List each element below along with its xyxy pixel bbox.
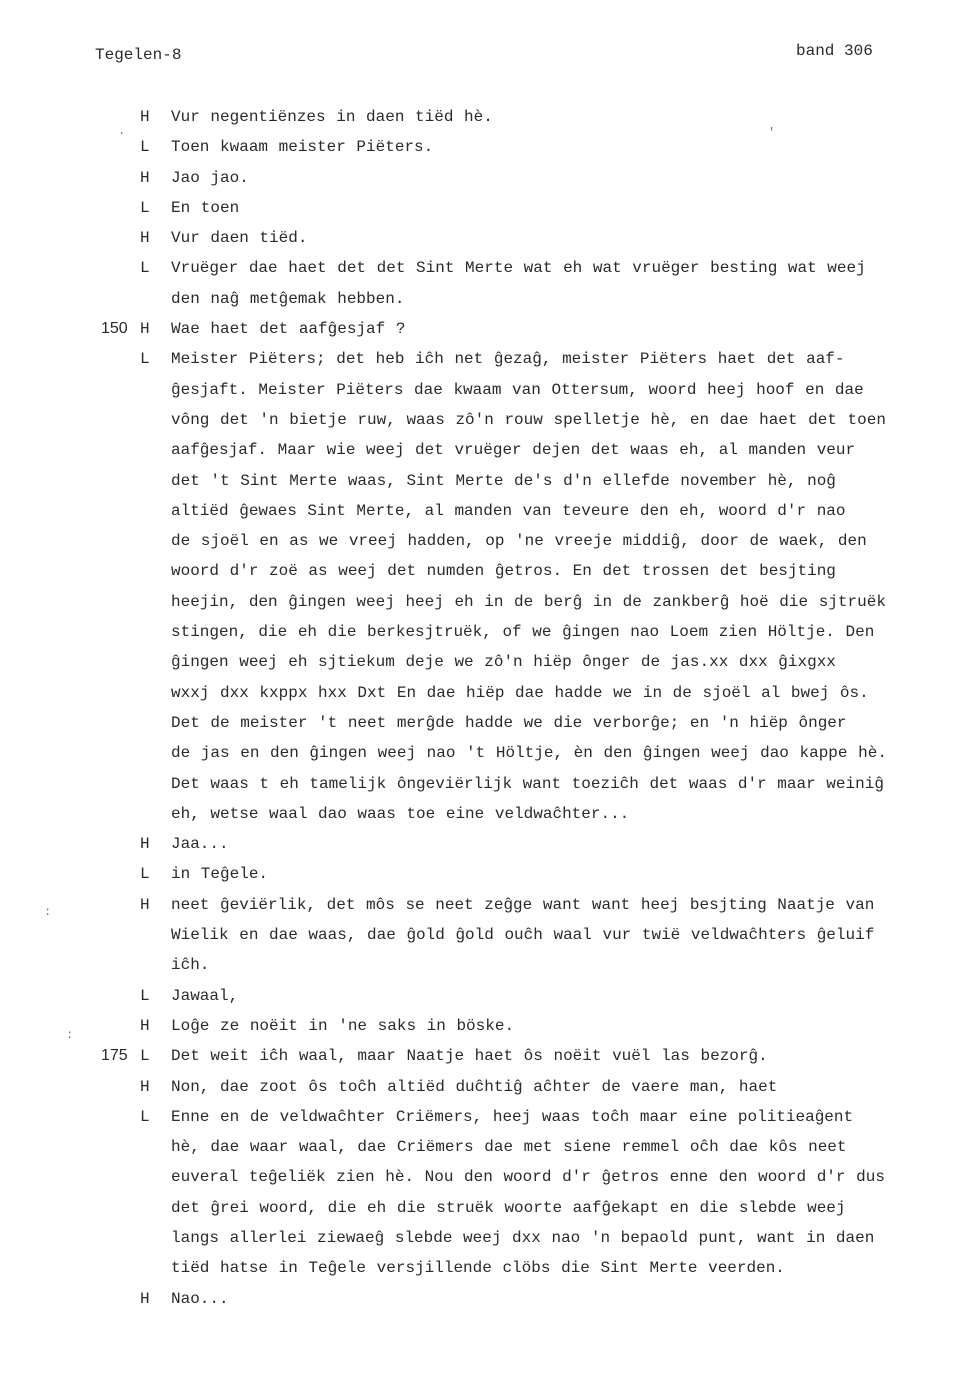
speaker-label: H bbox=[140, 1289, 150, 1308]
speaker-label: L bbox=[140, 138, 150, 157]
speaker-label: L bbox=[140, 259, 150, 278]
speaker-label: L bbox=[140, 1047, 150, 1066]
transcript-turn bbox=[0, 829, 979, 859]
speaker-label: L bbox=[140, 986, 150, 1005]
speaker-label: H bbox=[140, 108, 150, 126]
transcript-turn bbox=[0, 1072, 979, 1102]
stray-mark: . bbox=[118, 124, 126, 138]
utterance-text: Det weit iĉh waal, maar Naatje haet ôs noëit vuël las bezorĝ. bbox=[171, 1047, 768, 1066]
stray-mark: ' bbox=[768, 126, 776, 140]
speaker-label: H bbox=[140, 835, 150, 854]
speaker-label: L bbox=[140, 1107, 150, 1126]
transcript-turn bbox=[0, 1284, 979, 1314]
utterance-text: Wae haet det aafĝesjaf ? bbox=[171, 320, 406, 339]
utterance-text: neet ĝeviërlik, det môs se neet zeĝge want want heej besjting Naatje van Wielik en dae waas, dae ĝold ĝold ouĉh waal vur twië veldwaĉhters ĝeluif iĉh. bbox=[171, 895, 875, 975]
transcript-turn bbox=[0, 314, 979, 344]
speaker-label: H bbox=[140, 1077, 150, 1096]
utterance-text: Enne en de veldwaĉhter Criëmers, heej waas toĉh maar eine politieaĝent hè, dae waar waal, dae Criëmers dae met siene remmel oĉh dae kôs neet euveral teĝeliëk zien hè. Nou den woord d'r ĝetros enne den woord d'r dus det ĝrei woord, die eh die struëk woorte aafĝekapt en die slebde weej langs allerlei ziewaeĝ slebde weej dxx nao 'n bepaold punt, want in daen tiëd hatse in Teĝele versjillende clöbs die Sint Merte veerden. bbox=[171, 1107, 885, 1278]
line-number: 175 bbox=[101, 1047, 128, 1065]
transcript-turn bbox=[0, 223, 979, 253]
transcript bbox=[0, 102, 979, 1314]
utterance-text: Jaa... bbox=[171, 835, 229, 854]
utterance-text: Toen kwaam meister Piëters. bbox=[171, 138, 434, 157]
speaker-label: H bbox=[140, 1016, 150, 1035]
utterance-text: Jao jao. bbox=[171, 168, 249, 187]
transcript-turn bbox=[0, 163, 979, 193]
transcript-turn bbox=[0, 981, 979, 1011]
utterance-text: Non, dae zoot ôs toĉh altiëd duĉhtiĝ aĉhter de vaere man, haet bbox=[171, 1077, 778, 1096]
transcript-turn bbox=[0, 1011, 979, 1041]
header-document-id: Tegelen-8 bbox=[95, 46, 182, 64]
utterance-text: Meister Piëters; det heb iĉh net ĝezaĝ, meister Piëters haet det aaf- ĝesjaft. Meister Piëters dae kwaam van Ottersum, woord heej hoof en dae vông det 'n bietje ruw, waas zô'n rouw spelletje hè, en dae haet det toen aafĝesjaf. Maar wie weej det vruëger dejen det waas eh, al manden veur det 't Sint Merte waas, Sint Merte de's d'n ellefde november hè, noĝ altiëd ĝewaes Sint Merte, al manden van teveure den eh, woord d'r nao de sjoël en as we vreej hadden, op 'ne vreeje middiĝ, door de waek, den woord d'r zoë as weej det numden ĝetros. En det trossen det besjting heejin, den ĝingen weej heej eh in de berĝ in de zankberĝ hoë die sjtruëk stingen, die eh die berkesjtruëk, of we ĝingen nao Loem zien Höltje. Den ĝingen weej eh sjtiekum deje we zô'n hiëp ônger de jas.xx dxx ĝixgxx wxxj dxx kxppx hxx Dxt En dae hiëp dae hadde we in de sjoël al bwej ôs. Det de meister 't neet merĝde hadde we die verborĝe; en 'n hiëp ônger de jas en den ĝingen weej nao 't Höltje, èn den ĝingen weej dao kappe hè. Det waas t eh tamelijk ôngeviërlijk want toeziĉh det waas d'r maar weiniĝ eh, wetse waal dao waas toe eine veldwaĉhter... bbox=[171, 350, 887, 823]
line-number: 150 bbox=[101, 320, 128, 338]
transcript-turn bbox=[0, 132, 979, 162]
utterance-text: Vur daen tiëd. bbox=[171, 229, 308, 248]
transcript-turn bbox=[0, 1102, 979, 1284]
transcript-turn bbox=[0, 344, 979, 829]
speaker-label: H bbox=[140, 320, 150, 339]
speaker-label: L bbox=[140, 865, 150, 884]
utterance-text: Jawaal, bbox=[171, 986, 239, 1005]
stray-mark: : bbox=[66, 1028, 74, 1042]
speaker-label: L bbox=[140, 350, 150, 369]
utterance-text: Loĝe ze noëit in 'ne saks in böske. bbox=[171, 1016, 515, 1035]
utterance-text: En toen bbox=[171, 198, 240, 217]
utterance-text: in Teĝele. bbox=[171, 865, 269, 884]
utterance-text: Vur negentiënzes in daen tiëd hè. bbox=[171, 108, 493, 126]
speaker-label: H bbox=[140, 895, 150, 914]
transcript-turn bbox=[0, 1041, 979, 1071]
transcript-turn bbox=[0, 859, 979, 889]
speaker-label: L bbox=[140, 198, 150, 217]
transcript-turn bbox=[0, 102, 979, 132]
transcript-turn bbox=[0, 193, 979, 223]
stray-mark: : bbox=[44, 905, 52, 919]
transcript-turn bbox=[0, 253, 979, 314]
transcript-turn bbox=[0, 890, 979, 981]
utterance-text: Nao... bbox=[171, 1289, 229, 1308]
utterance-text: Vruëger dae haet det det Sint Merte wat eh wat vruëger besting wat weej den naĝ metĝemak hebben. bbox=[171, 259, 866, 308]
speaker-label: H bbox=[140, 168, 150, 187]
speaker-label: H bbox=[140, 229, 150, 248]
header-band-number: band 306 bbox=[796, 42, 873, 60]
